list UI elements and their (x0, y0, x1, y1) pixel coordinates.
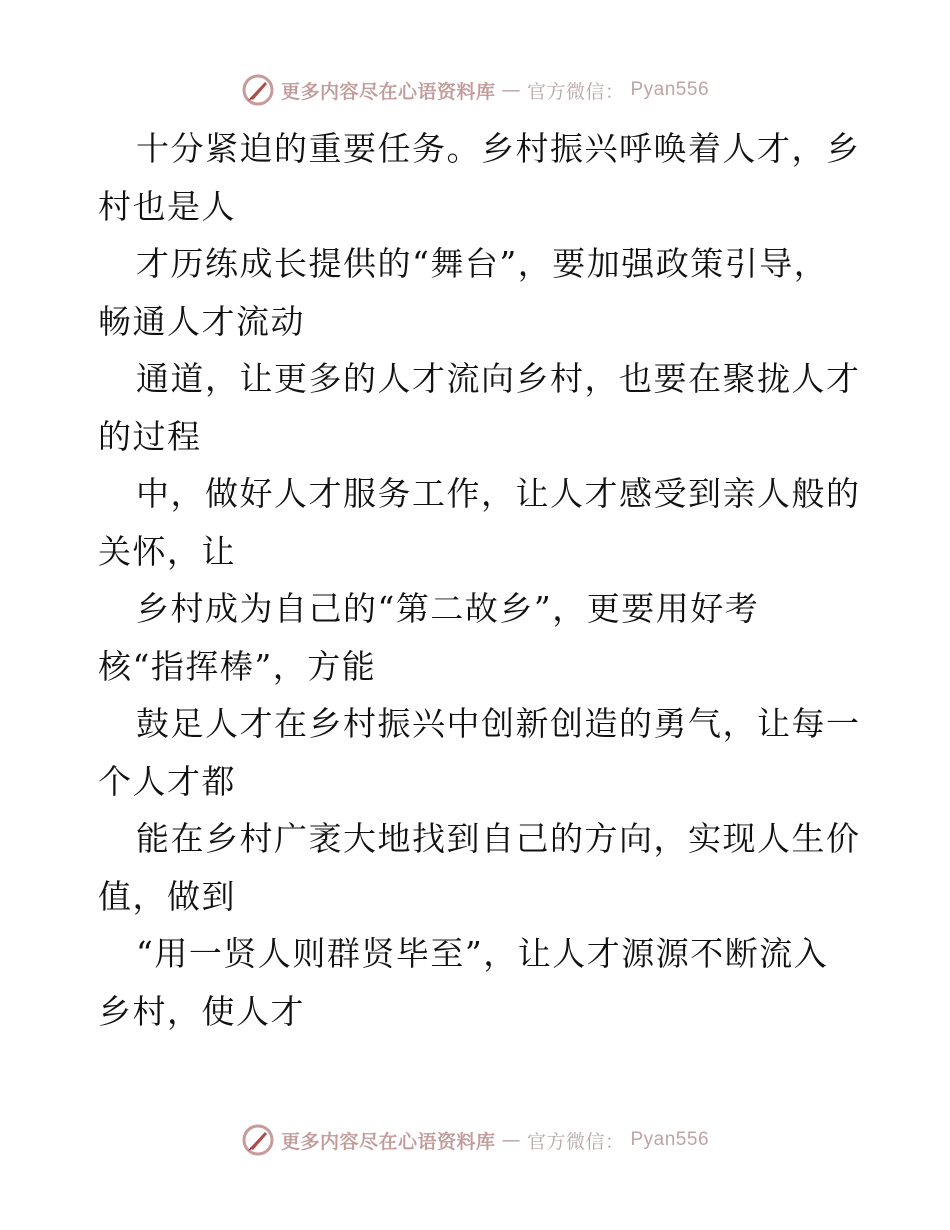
text-line: 十分紧迫的重要任务。乡村振兴呼唤着人才，乡 (136, 129, 861, 168)
header-watermark (0, 70, 950, 110)
text-line: 个人才都 (98, 761, 236, 801)
text-line: 乡村，使人才 (98, 991, 305, 1031)
text-line: 才历练成长提供的“舞台”，要加强政策引导， (136, 244, 829, 283)
text-line: 乡村成为自己的“第二故乡”，更要用好考 (136, 589, 760, 628)
watermark-wechat-label: 官方微信： (526, 1130, 625, 1153)
text-line: 关怀，让 (98, 531, 236, 571)
text-line: 通道，让更多的人才流向乡村，也要在聚拢人才 (136, 359, 861, 398)
watermark-dash: — (501, 79, 521, 101)
watermark-dash: — (501, 1129, 521, 1151)
text-line: 中，做好人才服务工作，让人才感受到亲人般的 (136, 474, 861, 513)
watermark-title: 更多内容尽在心语资料库 (280, 1130, 496, 1153)
text-line: 的过程 (98, 416, 202, 456)
text-line: 核“指挥棒”，方能 (98, 646, 377, 686)
watermark-title: 更多内容尽在心语资料库 (280, 80, 496, 103)
quill-seal-icon (241, 1123, 275, 1157)
footer-watermark (0, 1120, 950, 1160)
watermark-wechat-id: Pyan556 (630, 79, 710, 100)
quill-seal-icon (241, 73, 275, 107)
body-text (98, 120, 861, 1040)
text-line: 鼓足人才在乡村振兴中创新创造的勇气，让每一 (136, 704, 861, 743)
text-line: 畅通人才流动 (98, 301, 305, 341)
watermark-wechat-label: 官方微信： (526, 80, 625, 103)
watermark-wechat-id: Pyan556 (630, 1129, 710, 1150)
text-line: 村也是人 (98, 186, 236, 226)
text-line: 能在乡村广袤大地找到自己的方向，实现人生价 (136, 819, 861, 858)
text-line: 值，做到 (98, 876, 236, 916)
text-line: “用一贤人则群贤毕至”，让人才源源不断流入 (136, 934, 829, 973)
